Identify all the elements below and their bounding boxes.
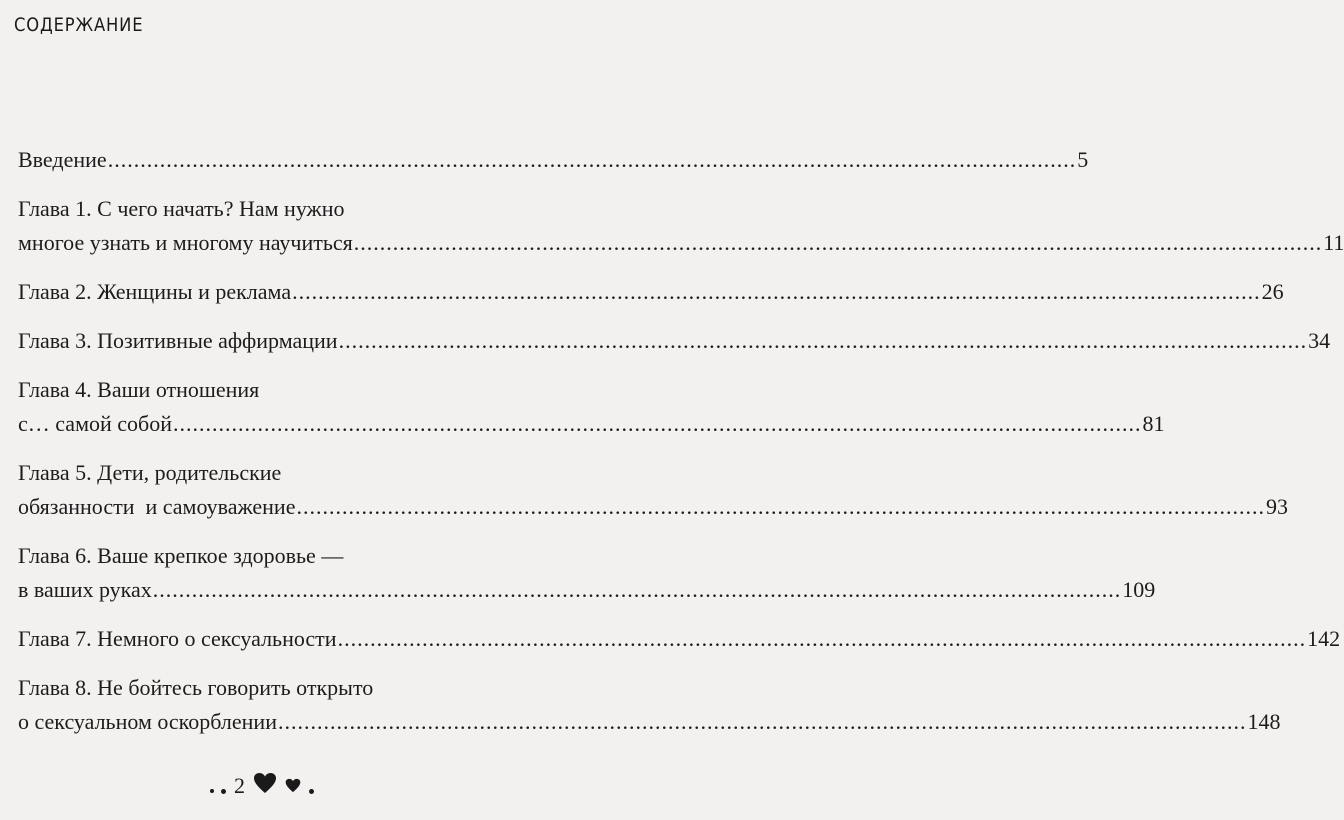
dot-leader: ..................................................................................................................................................... (152, 577, 1122, 602)
page-title: СОДЕРЖАНИЕ (14, 14, 144, 36)
toc-entry-title: Глава 7. Немного о сексуальности (18, 626, 337, 651)
ornament-dot-right (309, 789, 314, 794)
toc-entry-title: обязанности и самоуважение (18, 494, 296, 519)
toc-entry-chapter-5[interactable] (18, 456, 1288, 524)
ornament-dots-left (210, 789, 226, 794)
page-footer (0, 772, 524, 800)
dot-leader: ..................................................................................................................................................... (338, 328, 1308, 353)
toc-entry-title: в ваших руках (18, 577, 152, 602)
toc-entry-title: Глава 5. Дети, родительские (18, 460, 282, 485)
toc-page-number: 26 (1261, 279, 1284, 304)
toc-entry-chapter-3[interactable] (18, 324, 1331, 358)
toc-page-number: 34 (1308, 328, 1331, 353)
toc-entry-chapter-4[interactable] (18, 373, 1165, 441)
toc-entry-chapter-6[interactable] (18, 539, 1156, 607)
table-of-contents (18, 143, 1344, 754)
toc-entry-chapter-7[interactable] (18, 622, 1341, 656)
toc-entry-chapter-1[interactable] (18, 192, 1344, 260)
toc-entry-title: Глава 1. С чего начать? Нам нужно (18, 196, 345, 221)
dot-leader: ..................................................................................................................................................... (296, 494, 1265, 519)
toc-entry-chapter-8[interactable] (18, 671, 1281, 739)
dot-leader: ..................................................................................................................................................... (277, 709, 1247, 734)
dot-icon (309, 789, 314, 794)
toc-page-number: 5 (1077, 147, 1089, 172)
toc-page-number: 148 (1247, 709, 1281, 734)
dot-leader: ..................................................................................................................................................... (107, 147, 1077, 172)
page-number: 2 (234, 773, 245, 798)
toc-page-number: 93 (1265, 494, 1288, 519)
toc-page-number: 109 (1122, 577, 1156, 602)
toc-entry-title: Глава 3. Позитивные аффирмации (18, 328, 338, 353)
heart-icon (285, 773, 301, 799)
toc-page-number: 142 (1307, 626, 1341, 651)
toc-entry-introduction[interactable] (18, 143, 1089, 177)
toc-entry-title: Глава 6. Ваше крепкое здоровье — (18, 543, 344, 568)
toc-page-number: 11 (1323, 230, 1344, 255)
heart-icon (253, 772, 277, 800)
toc-entry-title: многое узнать и многому научиться (18, 230, 353, 255)
toc-entry-title: о сексуальном оскорблении (18, 709, 277, 734)
dot-leader: ..................................................................................................................................................... (173, 411, 1142, 436)
toc-entry-chapter-2[interactable] (18, 275, 1284, 309)
dot-leader: ..................................................................................................................................................... (337, 626, 1307, 651)
toc-entry-title: Глава 4. Ваши отношения (18, 377, 260, 402)
toc-entry-title: Введение (18, 147, 107, 172)
toc-entry-title: Глава 8. Не бойтесь говорить открыто (18, 675, 374, 700)
dot-leader: ..................................................................................................................................................... (292, 279, 1261, 304)
dot-icon (221, 789, 226, 794)
toc-entry-title: Глава 2. Женщины и реклама (18, 279, 292, 304)
toc-page-number: 81 (1142, 411, 1165, 436)
dot-icon (210, 789, 214, 793)
dot-leader: ..................................................................................................................................................... (353, 230, 1323, 255)
toc-entry-title: с… самой собой (18, 411, 172, 436)
